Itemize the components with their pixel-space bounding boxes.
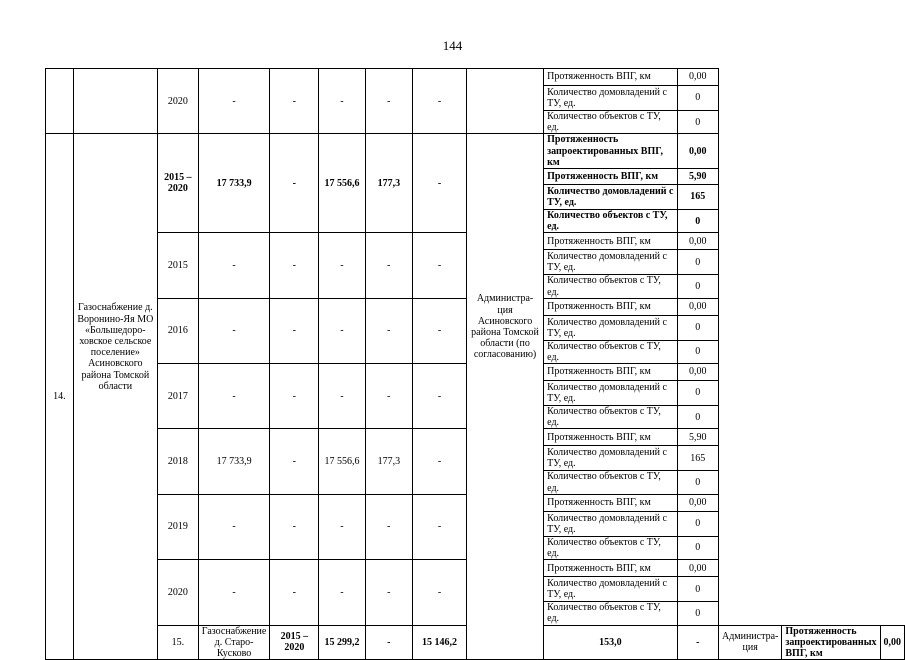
other-cell: - xyxy=(677,625,718,660)
executor-cell: Администра-ция Асиновского района Томской области (по согласованию) xyxy=(466,134,543,660)
indicator-name: Количество объектов с ТУ, ед. xyxy=(544,471,677,494)
indicator-name: Количество домовладений с ТУ, ед. xyxy=(544,315,677,340)
year-cell: 2015 – 2020 xyxy=(157,134,198,233)
indicator-name: Количество домовладений с ТУ, ед. xyxy=(544,577,677,602)
indicator-value: 0,00 xyxy=(677,494,718,511)
indicator-value: 0,00 xyxy=(677,134,718,169)
indicator-name: Протяженность ВПГ, км xyxy=(544,69,677,86)
federal-cell: - xyxy=(270,494,319,559)
total-cell: - xyxy=(198,233,270,298)
local-cell: 177,3 xyxy=(365,134,412,233)
regional-cell: - xyxy=(319,560,365,625)
regional-cell: - xyxy=(319,69,365,134)
indicator-value: 0,00 xyxy=(880,625,905,660)
indicator-value: 0 xyxy=(677,315,718,340)
total-cell: 17 733,9 xyxy=(198,134,270,233)
federal-cell: - xyxy=(270,69,319,134)
indicator-name: Протяженность ВПГ, км xyxy=(544,233,677,250)
indicator-value: 0 xyxy=(677,471,718,494)
indicator-value: 0 xyxy=(677,111,718,134)
project-name: Газоснабжение д. Воронино-Яя МО «Большедоро-ховское сельское поселение» Асиновского района Томской области xyxy=(73,134,157,660)
page-number: 144 xyxy=(442,38,463,53)
indicator-value: 165 xyxy=(677,446,718,471)
table-row xyxy=(46,69,905,86)
indicator-name: Протяженность ВПГ, км xyxy=(544,364,677,381)
indicator-value: 5,90 xyxy=(677,168,718,184)
table-row xyxy=(46,134,905,169)
indicator-value: 0 xyxy=(677,381,718,406)
total-cell: 17 733,9 xyxy=(198,429,270,494)
indicator-value: 0 xyxy=(677,602,718,625)
local-cell: - xyxy=(365,233,412,298)
indicator-value: 0,00 xyxy=(677,560,718,577)
indicator-name: Количество домовладений с ТУ, ед. xyxy=(544,381,677,406)
indicator-name: Протяженность запроектированных ВПГ, км xyxy=(782,625,880,660)
regional-cell: - xyxy=(319,298,365,363)
regional-cell: - xyxy=(319,364,365,429)
year-cell: 2019 xyxy=(157,494,198,559)
indicator-name: Протяженность ВПГ, км xyxy=(544,494,677,511)
indicator-name: Количество домовладений с ТУ, ед. xyxy=(544,511,677,536)
local-cell: 153,0 xyxy=(544,625,677,660)
total-cell: - xyxy=(198,69,270,134)
year-cell: 2018 xyxy=(157,429,198,494)
year-cell: 2020 xyxy=(157,560,198,625)
indicator-name: Протяженность запроектированных ВПГ, км xyxy=(544,134,677,169)
federal-cell: - xyxy=(270,429,319,494)
indicator-value: 0,00 xyxy=(677,364,718,381)
project-number: 14. xyxy=(46,134,74,660)
indicator-name: Количество объектов с ТУ, ед. xyxy=(544,209,677,232)
regional-cell: 17 556,6 xyxy=(319,429,365,494)
indicator-value: 0,00 xyxy=(677,69,718,86)
year-cell: 2015 – 2020 xyxy=(270,625,319,660)
year-cell: 2015 xyxy=(157,233,198,298)
program-table xyxy=(45,68,905,660)
indicator-value: 165 xyxy=(677,184,718,209)
local-cell: 177,3 xyxy=(365,429,412,494)
indicator-name: Протяженность ВПГ, км xyxy=(544,168,677,184)
federal-cell: - xyxy=(365,625,412,660)
local-cell: - xyxy=(365,364,412,429)
federal-cell: - xyxy=(270,364,319,429)
total-cell: - xyxy=(198,560,270,625)
indicator-name: Количество объектов с ТУ, ед. xyxy=(544,536,677,559)
indicator-value: 0 xyxy=(677,536,718,559)
regional-cell: 17 556,6 xyxy=(319,134,365,233)
indicator-value: 0 xyxy=(677,86,718,111)
local-cell: - xyxy=(365,494,412,559)
total-cell: - xyxy=(198,494,270,559)
local-cell: - xyxy=(365,69,412,134)
regional-cell: - xyxy=(319,494,365,559)
federal-cell: - xyxy=(270,560,319,625)
indicator-value: 5,90 xyxy=(677,429,718,446)
total-cell: - xyxy=(198,364,270,429)
indicator-name: Количество домовладений с ТУ, ед. xyxy=(544,250,677,275)
indicator-name: Количество объектов с ТУ, ед. xyxy=(544,340,677,363)
other-cell: - xyxy=(413,134,467,233)
other-cell: - xyxy=(413,560,467,625)
local-cell: - xyxy=(365,560,412,625)
other-cell: - xyxy=(413,364,467,429)
indicator-value: 0 xyxy=(677,577,718,602)
other-cell: - xyxy=(413,429,467,494)
indicator-value: 0 xyxy=(677,209,718,232)
year-cell: 2020 xyxy=(157,69,198,134)
indicator-name: Количество объектов с ТУ, ед. xyxy=(544,275,677,298)
indicator-value: 0 xyxy=(677,250,718,275)
indicator-name: Количество объектов с ТУ, ед. xyxy=(544,406,677,429)
regional-cell: 15 146,2 xyxy=(413,625,467,660)
indicator-value: 0 xyxy=(677,340,718,363)
indicator-name: Протяженность ВПГ, км xyxy=(544,560,677,577)
num-cell xyxy=(46,69,74,134)
indicator-value: 0,00 xyxy=(677,298,718,315)
other-cell: - xyxy=(413,69,467,134)
indicator-name: Протяженность ВПГ, км xyxy=(544,429,677,446)
federal-cell: - xyxy=(270,134,319,233)
indicator-name: Количество домовладений с ТУ, ед. xyxy=(544,184,677,209)
indicator-value: 0 xyxy=(677,406,718,429)
project-name: Газоснабжение д. Старо-Кусково xyxy=(198,625,270,660)
executor-cell xyxy=(466,69,543,134)
total-cell: 15 299,2 xyxy=(319,625,365,660)
executor-cell: Администра-ция xyxy=(718,625,781,660)
local-cell: - xyxy=(365,298,412,363)
indicator-name: Количество домовладений с ТУ, ед. xyxy=(544,86,677,111)
year-cell: 2016 xyxy=(157,298,198,363)
other-cell: - xyxy=(413,233,467,298)
indicator-name: Протяженность ВПГ, км xyxy=(544,298,677,315)
federal-cell: - xyxy=(270,298,319,363)
regional-cell: - xyxy=(319,233,365,298)
name-cell xyxy=(73,69,157,134)
other-cell: - xyxy=(413,298,467,363)
indicator-name: Количество объектов с ТУ, ед. xyxy=(544,111,677,134)
year-cell: 2017 xyxy=(157,364,198,429)
indicator-value: 0 xyxy=(677,275,718,298)
indicator-name: Количество домовладений с ТУ, ед. xyxy=(544,446,677,471)
indicator-value: 0 xyxy=(677,511,718,536)
indicator-name: Количество объектов с ТУ, ед. xyxy=(544,602,677,625)
project-number: 15. xyxy=(157,625,198,660)
other-cell: - xyxy=(413,494,467,559)
table-body xyxy=(46,69,905,660)
total-cell: - xyxy=(198,298,270,363)
federal-cell: - xyxy=(270,233,319,298)
indicator-value: 0,00 xyxy=(677,233,718,250)
